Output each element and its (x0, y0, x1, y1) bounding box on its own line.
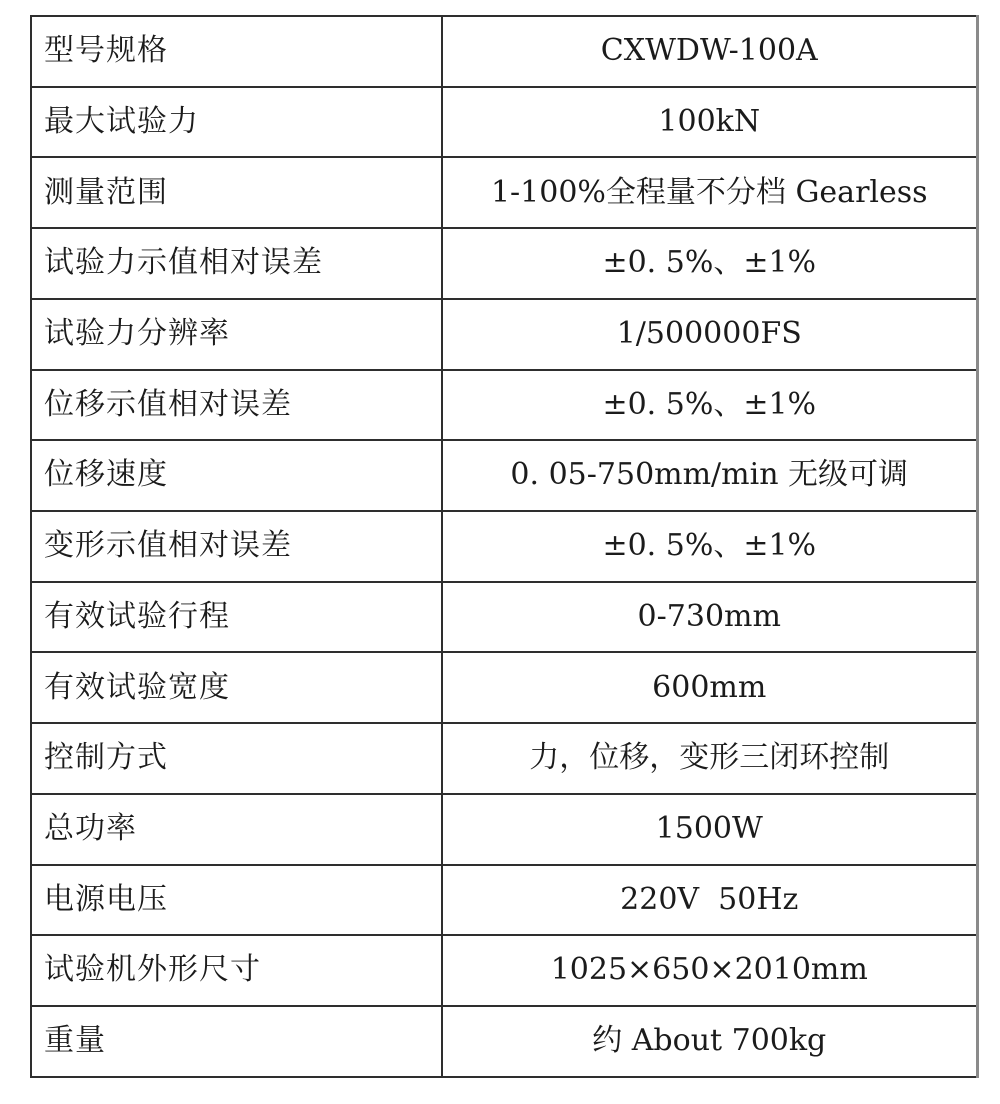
spec-label: 试验机外形尺寸 (31, 935, 442, 1006)
table-row (31, 652, 977, 723)
table-row (31, 228, 977, 299)
spec-value: ±0. 5%、±1% (442, 511, 977, 582)
spec-label: 最大试验力 (31, 87, 442, 158)
spec-value: ±0. 5%、±1% (442, 228, 977, 299)
spec-label: 位移速度 (31, 440, 442, 511)
spec-value: 0-730mm (442, 582, 977, 653)
spec-value: 1025×650×2010mm (442, 935, 977, 1006)
spec-value: 0. 05-750mm/min 无级可调 (442, 440, 977, 511)
spec-value: CXWDW-100A (442, 16, 977, 87)
table-row (31, 865, 977, 936)
spec-label: 试验力示值相对误差 (31, 228, 442, 299)
table-row (31, 440, 977, 511)
spec-value: 约 About 700kg (442, 1006, 977, 1077)
spec-value: 1-100%全程量不分档 Gearless (442, 157, 977, 228)
spec-label: 总功率 (31, 794, 442, 865)
spec-value: 力，位移，变形三闭环控制 (442, 723, 977, 794)
table-row (31, 723, 977, 794)
table-row (31, 582, 977, 653)
spec-label: 试验力分辨率 (31, 299, 442, 370)
spec-value: ±0. 5%、±1% (442, 370, 977, 441)
table-row (31, 157, 977, 228)
table-row (31, 935, 977, 1006)
spec-value: 1/500000FS (442, 299, 977, 370)
spec-label: 控制方式 (31, 723, 442, 794)
table-row (31, 370, 977, 441)
spec-label: 位移示值相对误差 (31, 370, 442, 441)
table-row (31, 16, 977, 87)
table-row (31, 299, 977, 370)
spec-value: 600mm (442, 652, 977, 723)
spec-label: 测量范围 (31, 157, 442, 228)
spec-table (30, 15, 979, 1078)
spec-label: 有效试验宽度 (31, 652, 442, 723)
table-row (31, 511, 977, 582)
table-row (31, 87, 977, 158)
spec-label: 电源电压 (31, 865, 442, 936)
table-row (31, 794, 977, 865)
spec-value: 220V 50Hz (442, 865, 977, 936)
spec-label: 有效试验行程 (31, 582, 442, 653)
spec-value: 100kN (442, 87, 977, 158)
spec-label: 变形示值相对误差 (31, 511, 442, 582)
spec-label: 型号规格 (31, 16, 442, 87)
spec-value: 1500W (442, 794, 977, 865)
spec-label: 重量 (31, 1006, 442, 1077)
table-row (31, 1006, 977, 1077)
